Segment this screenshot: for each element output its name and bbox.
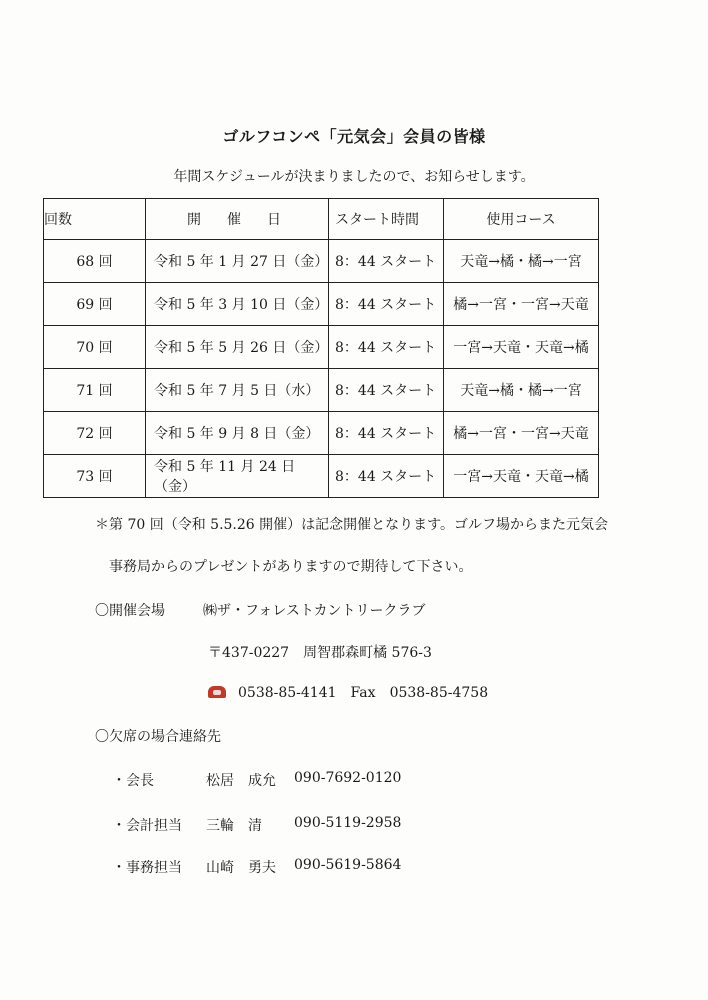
cell-course: 一宮→天竜・天竜→橘 xyxy=(444,455,599,498)
header-start-time: スタート時間 xyxy=(329,199,444,240)
venue-name: ㈱ザ・フォレストカントリークラブ xyxy=(203,603,426,619)
cell-course: 天竜→橘・橘→一宮 xyxy=(444,369,599,412)
table-row xyxy=(44,369,599,412)
cell-date: 令和 5 年 9 月 8 日（金） xyxy=(146,412,329,455)
cell-course: 橘→一宮・一宮→天竜 xyxy=(444,283,599,326)
cell-course: 橘→一宮・一宮→天竜 xyxy=(444,412,599,455)
contact-name: 三輪 清 xyxy=(206,818,262,834)
table-row xyxy=(44,455,599,498)
contact-role: ・会長 xyxy=(112,773,154,789)
header-date: 開 催 日 xyxy=(146,199,329,240)
contact-role: ・事務担当 xyxy=(112,860,182,876)
commemorative-note-continued: 事務局からのプレゼントがありますので期待して下さい。 xyxy=(109,559,473,575)
contact-role: ・会計担当 xyxy=(112,818,182,834)
cell-course: 天竜→橘・橘→一宮 xyxy=(444,240,599,283)
venue-phone-line xyxy=(208,685,488,701)
cell-date: 令和 5 年 5 月 26 日（金） xyxy=(146,326,329,369)
cell-start: 8：44 スタート xyxy=(329,283,444,326)
cell-round: 71 回 xyxy=(44,369,146,412)
commemorative-note: ＊第 70 回（令和 5.5.26 開催）は記念開催となります。ゴルフ場からまた元気会 xyxy=(95,517,609,533)
telephone-icon xyxy=(208,686,226,698)
table-row xyxy=(44,326,599,369)
cell-start: 8：44 スタート xyxy=(329,326,444,369)
cell-date: 令和 5 年 1 月 27 日（金） xyxy=(146,240,329,283)
contact-phone: 090-7692-0120 xyxy=(294,770,402,786)
cell-course: 一宮→天竜・天竜→橘 xyxy=(444,326,599,369)
contact-name: 松居 成允 xyxy=(206,773,276,789)
contact-phone: 090-5119-2958 xyxy=(294,815,402,831)
cell-round: 70 回 xyxy=(44,326,146,369)
intro-text: 年間スケジュールが決まりましたので、お知らせします。 xyxy=(173,169,535,185)
header-round: 回数 xyxy=(44,199,146,240)
cell-date: 令和 5 年 7 月 5 日（水） xyxy=(146,369,329,412)
fax-label: Fax xyxy=(350,685,376,701)
venue-phone-number: 0538-85-4141 xyxy=(238,685,337,701)
cell-date: 令和 5 年 3 月 10 日（金） xyxy=(146,283,329,326)
cell-round: 68 回 xyxy=(44,240,146,283)
table-row xyxy=(44,283,599,326)
schedule-table xyxy=(43,198,599,498)
cell-start: 8：44 スタート xyxy=(329,455,444,498)
header-course: 使用コース xyxy=(444,199,599,240)
cell-round: 69 回 xyxy=(44,283,146,326)
table-row xyxy=(44,412,599,455)
cell-date: 令和 5 年 11 月 24 日（金） xyxy=(146,455,329,498)
venue-address: 〒437-0227 周智郡森町橘 576-3 xyxy=(208,645,432,661)
table-row xyxy=(44,240,599,283)
absence-contact-label: 〇欠席の場合連絡先 xyxy=(95,729,221,745)
venue-fax-number: 0538-85-4758 xyxy=(389,685,489,701)
cell-round: 72 回 xyxy=(44,412,146,455)
contact-name: 山崎 勇夫 xyxy=(206,860,276,876)
cell-start: 8：44 スタート xyxy=(329,240,444,283)
cell-start: 8：44 スタート xyxy=(329,412,444,455)
cell-round: 73 回 xyxy=(44,455,146,498)
venue-label: 〇開催会場 xyxy=(95,603,165,619)
table-header-row xyxy=(44,199,599,240)
cell-start: 8：44 スタート xyxy=(329,369,444,412)
contact-phone: 090-5619-5864 xyxy=(294,857,402,873)
page-title: ゴルフコンペ「元気会」会員の皆様 xyxy=(222,127,486,146)
